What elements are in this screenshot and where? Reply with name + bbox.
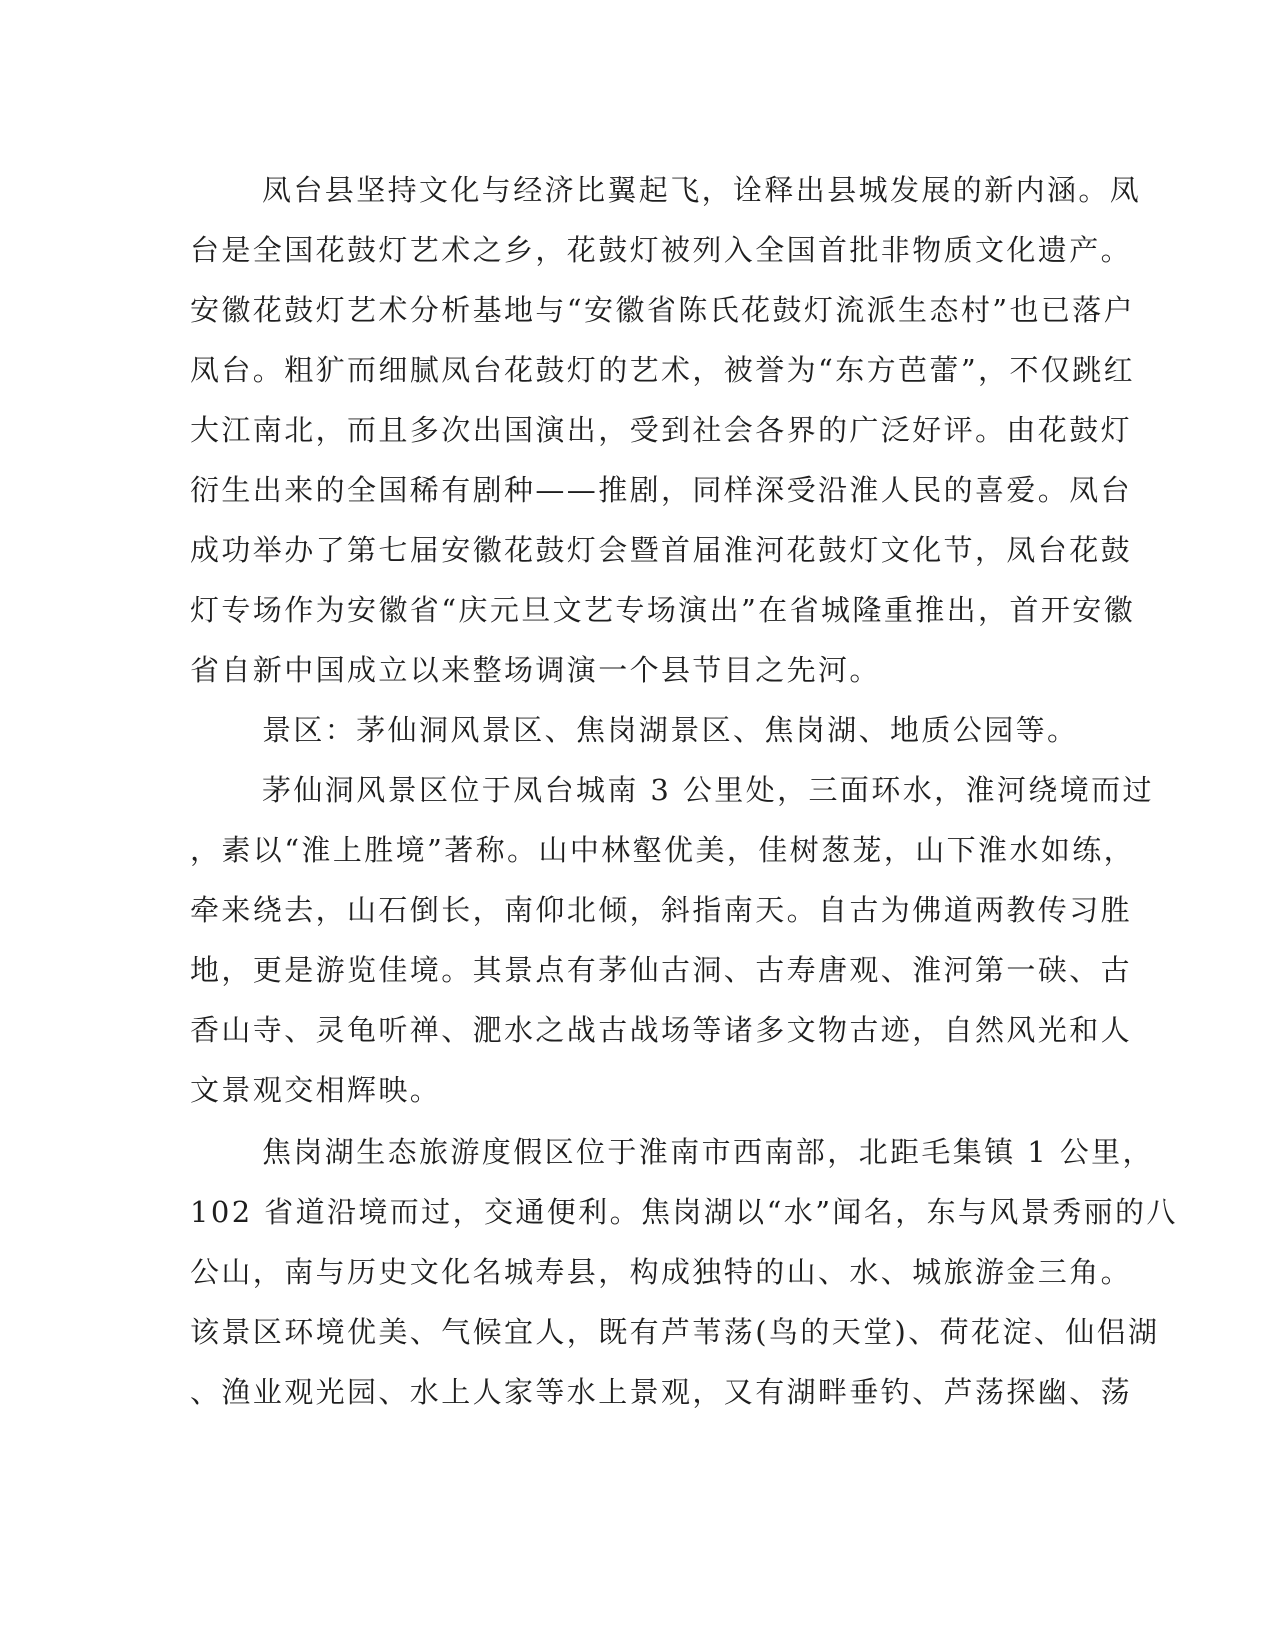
paragraph-line: 牵来绕去，山石倒长，南仰北倾，斜指南天。自古为佛道两教传习胜 <box>190 893 1133 927</box>
paragraph-line: 灯专场作为安徽省“庆元旦文艺专场演出”在省城隆重推出，首开安徽 <box>190 593 1136 627</box>
paragraph-line: 香山寺、灵龟听禅、淝水之战古战场等诸多文物古迹，自然风光和人 <box>190 1013 1133 1047</box>
paragraph-line: 大江南北，而且多次出国演出，受到社会各界的广泛好评。由花鼓灯 <box>190 413 1133 447</box>
paragraph-line: 地，更是游览佳境。其景点有茅仙古洞、古寿唐观、淮河第一硖、古 <box>190 953 1133 987</box>
paragraph-line: 焦岗湖生态旅游度假区位于淮南市西南部，北距毛集镇 1 公里， <box>262 1135 1154 1169</box>
paragraph-line: 凤台县坚持文化与经济比翼起飞，诠释出县城发展的新内涵。凤 <box>262 173 1142 207</box>
paragraph-line: 景区：茅仙洞风景区、焦岗湖景区、焦岗湖、地质公园等。 <box>262 713 1079 747</box>
paragraph-line: 安徽花鼓灯艺术分析基地与“安徽省陈氏花鼓灯流派生态村”也已落户 <box>190 293 1136 327</box>
paragraph-line: 成功举办了第七届安徽花鼓灯会暨首届淮河花鼓灯文化节，凤台花鼓 <box>190 533 1133 567</box>
paragraph-line: 台是全国花鼓灯艺术之乡，花鼓灯被列入全国首批非物质文化遗产。 <box>190 233 1133 267</box>
paragraph-line: 衍生出来的全国稀有剧种——推剧，同样深受沿淮人民的喜爱。凤台 <box>190 473 1133 507</box>
paragraph-line: 公山，南与历史文化名城寿县，构成独特的山、水、城旅游金三角。 <box>190 1255 1133 1289</box>
paragraph-line: 凤台。粗犷而细腻凤台花鼓灯的艺术，被誉为“东方芭蕾”，不仅跳红 <box>190 353 1136 387</box>
paragraph-line: 文景观交相辉映。 <box>190 1073 442 1107</box>
paragraph-line: 茅仙洞风景区位于凤台城南 3 公里处，三面环水，淮河绕境而过 <box>262 773 1154 807</box>
paragraph-line: ，素以“淮上胜境”著称。山中林壑优美，佳树葱茏，山下淮水如练， <box>190 833 1136 867</box>
paragraph-line: 102 省道沿境而过，交通便利。焦岗湖以“水”闻名，东与风景秀丽的八 <box>190 1195 1178 1229</box>
paragraph-line: 省自新中国成立以来整场调演一个县节目之先河。 <box>190 653 881 687</box>
document-body <box>190 160 1178 1422</box>
paragraph-line: 该景区环境优美、气候宜人，既有芦苇荡(鸟的天堂)、荷花淀、仙侣湖 <box>190 1315 1160 1349</box>
paragraph-line: 、渔业观光园、水上人家等水上景观，又有湖畔垂钓、芦荡探幽、荡 <box>190 1375 1133 1409</box>
